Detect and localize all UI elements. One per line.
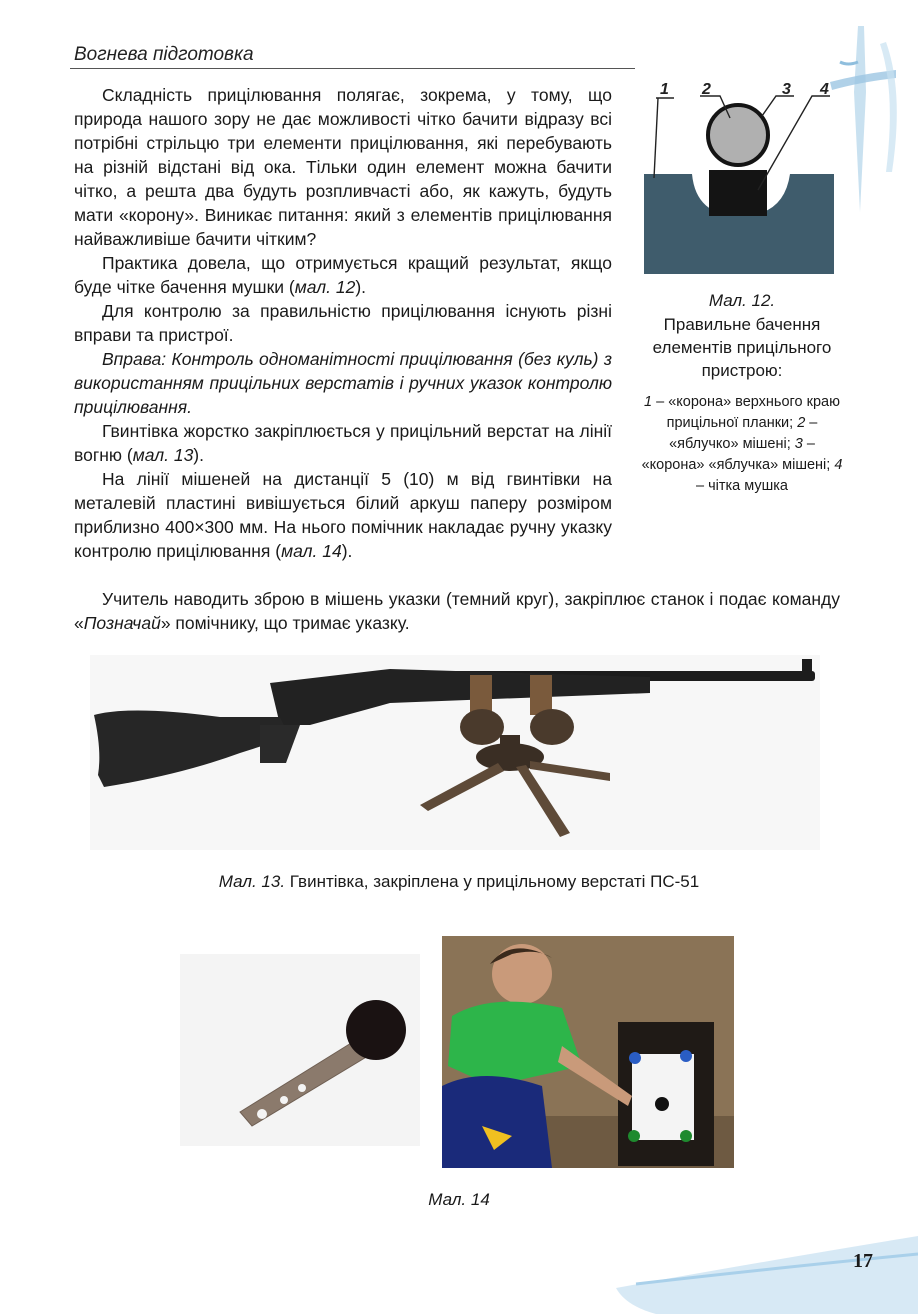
caption-title: Мал. 12.: [708, 291, 776, 310]
paragraph-6: На лінії мішеней на дистанції 5 (10) м від гвинтівки на металевій пластині вивішується білий аркуш паперу розміром приблизно 400×300 мм. На нього помічник накладає ручну указку контролю прицілювання (мал. 14).: [74, 469, 612, 561]
page-number: 17: [853, 1250, 873, 1272]
figure-14-caption: Мал. 14: [428, 1190, 490, 1209]
exercise-paragraph: Вправа: Контроль одноманітності прицілювання (без куль) з використанням прицільних верстатів і ручних указок контролю прицілювання.: [74, 349, 612, 417]
caption-legend: 1 – «корона» верхнього краю прицільної планки; 2 – «яблучко» мішені; 3 – «корона» «яблучка» мішені; 4 – чітка мушка: [641, 394, 843, 494]
figure-ref-12: мал. 12: [294, 277, 356, 297]
page-corner-decoration-icon: [616, 1236, 918, 1314]
figure-12-caption: [640, 289, 844, 497]
figure-14-pointer-photo: [180, 954, 420, 1146]
front-sight-post: [709, 170, 767, 216]
paragraph-3: Для контролю за правильністю прицілювання існують різні вправи та пристрої.: [74, 301, 612, 345]
figure-ref-13: мал. 13: [132, 445, 194, 465]
running-header: Вогнева підготовка: [74, 44, 254, 65]
caption-subtitle: Правильне бачення елементів прицільного пристрою:: [652, 315, 832, 380]
paragraph-5: Гвинтівка жорстко закріплюється у прицільний верстат на лінії вогню (мал. 13).: [74, 421, 612, 465]
paragraph-2: Практика довела, що отримується кращий результат, якщо буде чітке бачення мушки (мал. 12).: [74, 253, 612, 297]
target-disc: [346, 1000, 406, 1060]
figure-12-sight-diagram: [644, 78, 834, 274]
figure-13-caption: Мал. 13. Гвинтівка, закріплена у прицільному верстаті ПС-51: [218, 872, 700, 891]
figure-ref-14: мал. 14: [281, 541, 342, 561]
label-1: 1: [660, 81, 669, 98]
header-rule: [70, 68, 635, 69]
label-3: 3: [782, 81, 791, 98]
main-text-column: [74, 83, 612, 563]
figure-14-helper-photo: [442, 936, 734, 1168]
label-4: 4: [820, 81, 829, 98]
paragraph-7: Учитель наводить зброю в мішень указки (темний круг), закріплює станок і подає команду «Позначай» помічнику, що тримає указку.: [74, 589, 840, 633]
full-width-paragraph: [74, 587, 840, 635]
figure-13-rifle-photo: [90, 655, 820, 850]
caption-ref: Мал. 13.: [218, 872, 286, 891]
paragraph-1: Складність прицілювання полягає, зокрема, у тому, що природа нашого зору не дає можливості чітко бачити відразу всі потрібні стрільцю три елементи прицілювання, які перебувають на різній відстані від ока. Тільки один елемент можна бачити чітко, а решта два будуть розпливчасті або, як кажуть, будуть мати «корону». Виникає питання: який з елементів прицілювання найважливіше бачити чітким?: [74, 85, 612, 249]
target-bullseye: [708, 105, 768, 165]
label-2: 2: [702, 81, 711, 98]
command-word: Позначай: [83, 613, 161, 633]
